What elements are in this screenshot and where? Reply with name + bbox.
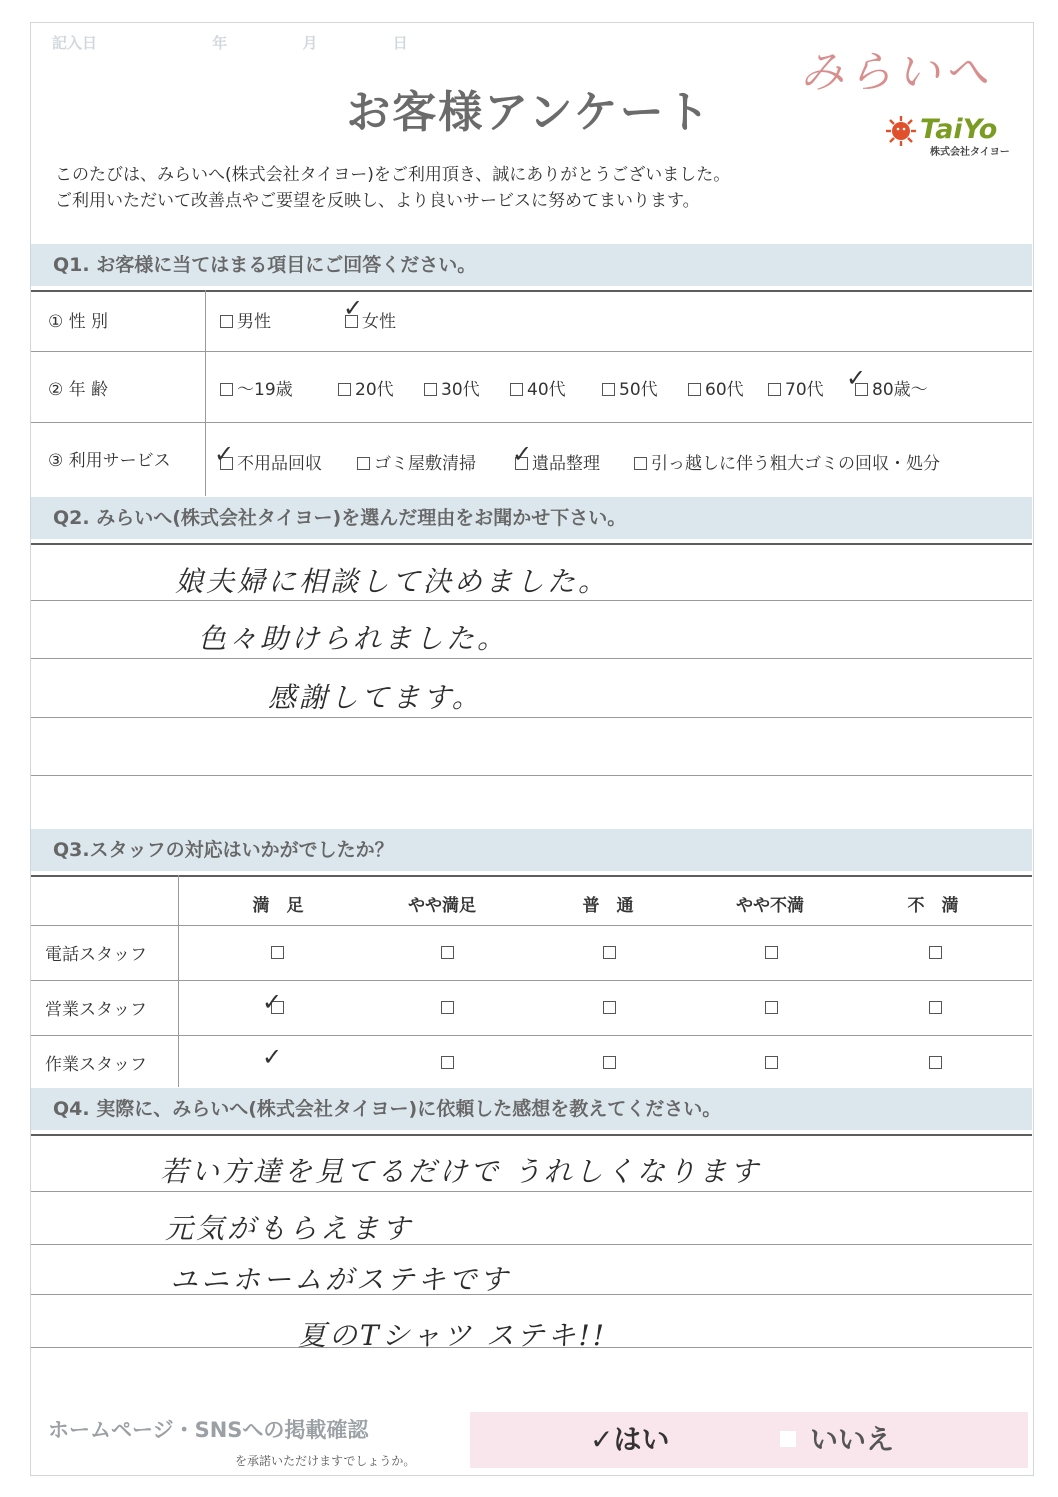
checkmark-icon: ✓: [846, 364, 867, 392]
rating-checkbox[interactable]: [441, 1001, 454, 1014]
rating-checkbox[interactable]: [603, 946, 616, 959]
rating-checkbox[interactable]: [929, 1001, 942, 1014]
q2-answer-line: 色々助けられました。: [198, 622, 509, 655]
divider: [31, 925, 1032, 926]
checkmark-icon[interactable]: ✓: [262, 1043, 283, 1071]
sns-yes-option[interactable]: [590, 1418, 669, 1458]
answer-line: [31, 658, 1032, 659]
rating-checkbox[interactable]: [929, 946, 942, 959]
column-divider: [178, 875, 179, 1087]
option-label: 20代: [355, 380, 394, 400]
rating-checkbox[interactable]: [765, 1001, 778, 1014]
age-option[interactable]: [688, 375, 744, 400]
intro-text: [55, 162, 730, 214]
checkbox[interactable]: [602, 383, 615, 396]
no-label: いいえ: [810, 1423, 895, 1456]
checkmark-icon: ✓: [262, 988, 283, 1016]
checkmark-icon: ✓: [590, 1423, 614, 1456]
rating-column-header: 不 満: [907, 896, 959, 916]
year-label: 年: [212, 34, 228, 52]
column-divider: [205, 290, 206, 496]
divider: [31, 290, 1032, 292]
service-option[interactable]: [357, 449, 476, 474]
rating-column-header: 満 足: [252, 896, 304, 916]
checkbox[interactable]: [357, 457, 370, 470]
gender-label: ① 性 別: [48, 312, 109, 332]
intro-line: ご利用いただいて改善点やご要望を反映し、より良いサービスに努めてまいります。: [55, 191, 700, 211]
option-label: 女性: [362, 312, 396, 332]
q1-heading: Q1. お客様に当てはまる項目にご回答ください。: [31, 244, 1032, 286]
option-label: 遺品整理: [532, 454, 600, 474]
checkmark-icon: ✓: [512, 440, 533, 468]
divider: [31, 422, 1032, 423]
q3-heading: Q3.スタッフの対応はいかがでしたか？: [31, 829, 1032, 871]
sales-staff-label: 営業スタッフ: [45, 1000, 147, 1020]
q4-answer-line: ユニホームがステキです: [170, 1263, 511, 1296]
answer-line: [31, 775, 1032, 776]
age-option[interactable]: [220, 375, 293, 400]
option-label: 70代: [785, 380, 824, 400]
rating-checkbox[interactable]: [929, 1056, 942, 1069]
company-logo: [886, 114, 1016, 158]
q2-answer-line: 感謝してます。: [268, 681, 483, 714]
q4-answer-line: 元気がもらえます: [165, 1212, 414, 1245]
divider: [31, 1134, 1032, 1136]
answer-line: [31, 717, 1032, 718]
date-field: [52, 32, 408, 53]
rating-checkbox[interactable]: [765, 1056, 778, 1069]
divider: [31, 543, 1032, 545]
q2-heading: Q2. みらいへ(株式会社タイヨー)を選んだ理由をお聞かせ下さい。: [31, 497, 1032, 539]
sns-no-option[interactable]: [780, 1418, 894, 1458]
checkbox[interactable]: [338, 383, 351, 396]
checkmark-icon: ✓: [343, 294, 364, 322]
age-option[interactable]: [768, 375, 824, 400]
sns-consent-sub: を承諾いただけますでしょうか。: [235, 1454, 416, 1468]
rating-checkbox[interactable]: [603, 1056, 616, 1069]
age-option[interactable]: [424, 375, 480, 400]
checkbox[interactable]: [510, 383, 523, 396]
gender-option-male[interactable]: [220, 307, 271, 332]
checkbox[interactable]: [424, 383, 437, 396]
logo-name: TaiYo: [920, 114, 998, 145]
page-title: お客様アンケート: [346, 87, 712, 138]
checkmark-icon: ✓: [214, 440, 235, 468]
yes-label: はい: [613, 1423, 670, 1456]
sns-consent-label: ホームページ・SNSへの掲載確認: [48, 1418, 369, 1442]
q4-heading: Q4. 実際に、みらいへ(株式会社タイヨー)に依頼した感想を教えてください。: [31, 1088, 1032, 1130]
option-label: ゴミ屋敷清掃: [374, 454, 476, 474]
rating-column-header: やや満足: [408, 896, 476, 916]
age-option[interactable]: [510, 375, 566, 400]
sun-logo-icon: [886, 116, 916, 146]
service-option[interactable]: [220, 449, 322, 474]
answer-line: [31, 600, 1032, 601]
rating-column-header: やや不満: [736, 896, 804, 916]
phone-staff-label: 電話スタッフ: [45, 945, 147, 965]
age-label: ② 年 齢: [48, 380, 109, 400]
sns-consent-box: [470, 1412, 1028, 1468]
q2-answer-line: 娘夫婦に相談して決めました。: [175, 565, 610, 598]
logo-subtitle: 株式会社タイヨー: [930, 147, 1010, 158]
q4-answer-line: 夏のTシャツ ステキ!!: [298, 1319, 607, 1352]
option-label: 60代: [705, 380, 744, 400]
option-label: 不用品回収: [237, 454, 322, 474]
option-label: 引っ越しに伴う粗大ゴミの回収・処分: [651, 454, 940, 474]
option-label: ～19歳: [237, 380, 293, 400]
checkbox[interactable]: [220, 383, 233, 396]
divider: [31, 351, 1032, 352]
checkbox[interactable]: [634, 457, 647, 470]
option-label: 30代: [441, 380, 480, 400]
age-option[interactable]: [602, 375, 658, 400]
option-label: 40代: [527, 380, 566, 400]
checkbox[interactable]: [768, 383, 781, 396]
brand-handwritten-logo: みらいへ: [800, 47, 992, 98]
divider: [31, 875, 1032, 877]
rating-column-header: 普 通: [582, 896, 634, 916]
rating-checkbox[interactable]: [603, 1001, 616, 1014]
intro-line: このたびは、みらいへ(株式会社タイヨー)をご利用頂き、誠にありがとうございました。: [55, 165, 731, 185]
rating-checkbox[interactable]: [441, 1056, 454, 1069]
age-option[interactable]: [338, 375, 394, 400]
service-option[interactable]: [634, 449, 940, 474]
checkbox[interactable]: [780, 1431, 796, 1447]
rating-checkbox[interactable]: [271, 946, 284, 959]
checkbox[interactable]: [688, 383, 701, 396]
rating-checkbox[interactable]: [441, 946, 454, 959]
rating-checkbox[interactable]: [765, 946, 778, 959]
month-label: 月: [302, 34, 318, 52]
option-label: 50代: [619, 380, 658, 400]
divider: [31, 1035, 1032, 1036]
date-label: 記入日: [52, 34, 98, 52]
checkbox[interactable]: [220, 315, 233, 328]
q4-answer-line: 若い方達を見てるだけで うれしくなります: [160, 1155, 761, 1188]
divider: [31, 980, 1032, 981]
work-staff-label: 作業スタッフ: [45, 1055, 147, 1075]
service-label: ③ 利用サービス: [48, 451, 171, 471]
option-label: 男性: [237, 312, 271, 332]
answer-line: [31, 1191, 1032, 1192]
option-label: 80歳～: [872, 380, 928, 400]
day-label: 日: [392, 34, 408, 52]
